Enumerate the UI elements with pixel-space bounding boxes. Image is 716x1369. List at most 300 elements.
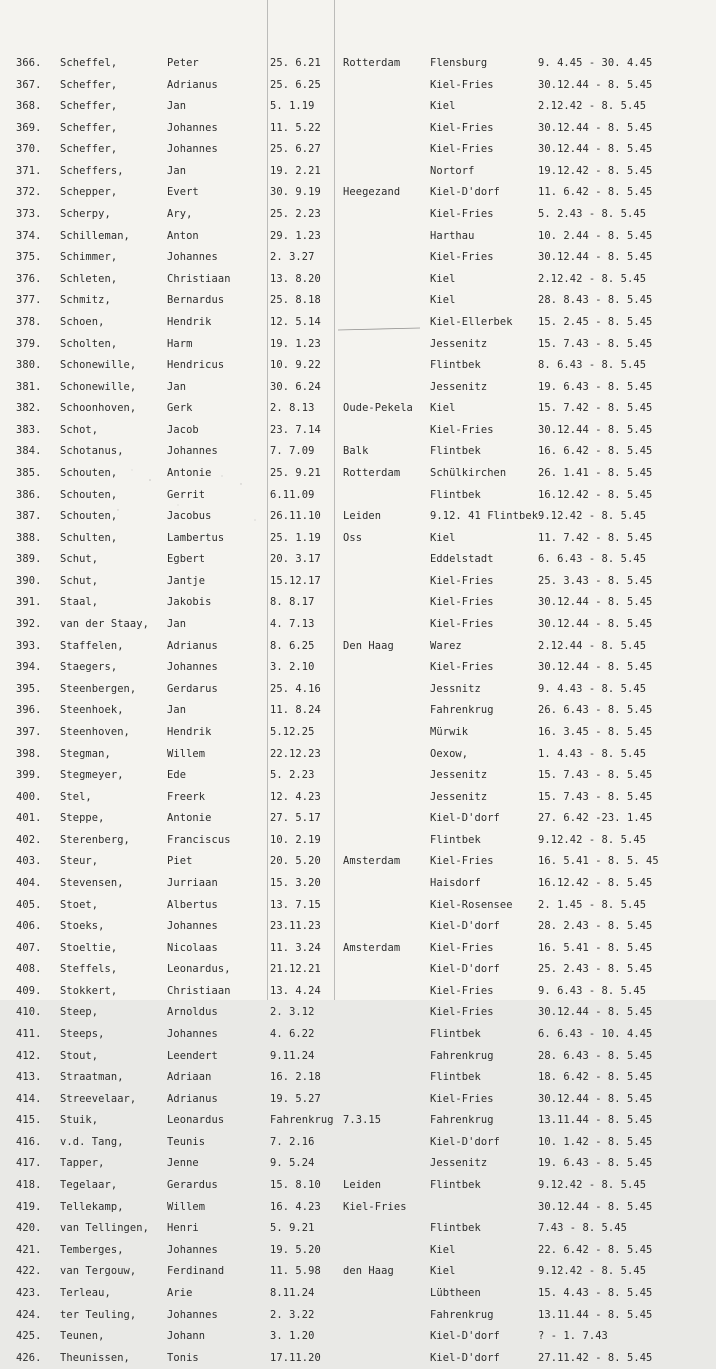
detention-period: 10. 2.44 - 8. 5.45 <box>538 229 653 242</box>
table-row <box>0 1002 716 1024</box>
birthplace: Leiden <box>343 1179 382 1192</box>
camp-location: Kiel-Fries <box>430 984 494 997</box>
table-row <box>0 1261 716 1283</box>
first-name: Gerardus <box>167 1179 218 1192</box>
table-row <box>0 1218 716 1240</box>
record-number: 387. <box>16 510 42 523</box>
birthplace: Balk <box>343 445 369 458</box>
detention-period: 30.12.44 - 8. 5.45 <box>538 423 653 436</box>
record-number: 373. <box>16 208 42 221</box>
first-name: Freerk <box>167 790 206 803</box>
record-number: 367. <box>16 78 42 91</box>
record-number: 404. <box>16 876 42 889</box>
record-number: 366. <box>16 57 42 69</box>
surname: Steenhoek, <box>60 704 124 717</box>
camp-location: Warez <box>430 639 462 652</box>
surname: Scherpy, <box>60 208 111 221</box>
camp-location: Flensburg <box>430 57 488 69</box>
surname: Sterenberg, <box>60 833 130 846</box>
table-row <box>0 722 716 744</box>
camp-location: Flintbek <box>430 1222 481 1235</box>
first-name: Peter <box>167 57 199 69</box>
birth-date: 15. 3.20 <box>270 876 321 889</box>
camp-location: Kiel-Fries <box>430 596 494 609</box>
table-row <box>0 204 716 226</box>
camp-location: Kiel-Fries <box>430 208 494 221</box>
birth-date: 25. 9.21 <box>270 466 321 479</box>
first-name: Johannes <box>167 1243 218 1256</box>
first-name: Evert <box>167 186 199 199</box>
surname: Tapper, <box>60 1157 105 1170</box>
first-name: Jacobus <box>167 510 212 523</box>
detention-period: 11. 6.42 - 8. 5.45 <box>538 186 653 199</box>
birth-date: 10. 2.19 <box>270 833 321 846</box>
surname: Staffelen, <box>60 639 124 652</box>
birth-date: 6.11.09 <box>270 488 315 501</box>
surname: Schouten, <box>60 466 118 479</box>
birth-date: 11. 8.24 <box>270 704 321 717</box>
detention-period: 9.12.42 - 8. 5.45 <box>538 833 647 846</box>
surname: Streevelaar, <box>60 1092 137 1105</box>
surname: Stoeltie, <box>60 941 118 954</box>
first-name: Johannes <box>167 251 218 264</box>
birth-date: 2. 8.13 <box>270 402 315 415</box>
birth-date: 15.12.17 <box>270 574 321 587</box>
birth-date: 3. 1.20 <box>270 1330 315 1343</box>
surname: Steppe, <box>60 812 105 825</box>
birth-date: 23.11.23 <box>270 920 321 933</box>
first-name: Johannes <box>167 1308 218 1321</box>
record-number: 380. <box>16 359 42 372</box>
table-row <box>0 485 716 507</box>
table-row <box>0 53 716 75</box>
first-name: Bernardus <box>167 294 225 307</box>
detention-period: 2.12.44 - 8. 5.45 <box>538 639 647 652</box>
record-number: 420. <box>16 1222 42 1235</box>
camp-location: Kiel-Fries <box>430 1006 494 1019</box>
table-row <box>0 873 716 895</box>
birth-date: 4. 6.22 <box>270 1028 315 1041</box>
record-number: 415. <box>16 1114 42 1127</box>
surname: Theunissen, <box>60 1351 130 1364</box>
detention-period: 6. 6.43 - 10. 4.45 <box>538 1028 653 1041</box>
record-number: 421. <box>16 1243 42 1256</box>
first-name: Jan <box>167 618 187 631</box>
record-number: 401. <box>16 812 42 825</box>
detention-period: 30.12.44 - 8. 5.45 <box>538 661 653 674</box>
table-row <box>0 463 716 485</box>
surname: Schleten, <box>60 272 118 285</box>
record-number: 397. <box>16 725 42 738</box>
first-name: Johannes <box>167 920 218 933</box>
birthplace: Heegezand <box>343 186 401 199</box>
camp-location: Flintbek <box>430 359 481 372</box>
camp-location: Kiel-Rosensee <box>430 898 513 911</box>
camp-location: Jessnitz <box>430 682 481 695</box>
record-number: 370. <box>16 143 42 156</box>
surname: Stoet, <box>60 898 99 911</box>
birthplace: den Haag <box>343 1265 394 1278</box>
detention-period: 9.12.42 - 8. 5.45 <box>538 1265 647 1278</box>
record-number: 381. <box>16 380 42 393</box>
camp-location: Mürwik <box>430 725 469 738</box>
surname: Schut, <box>60 553 99 566</box>
detention-period: 9. 6.43 - 8. 5.45 <box>538 984 647 997</box>
first-name: Gerk <box>167 402 193 415</box>
surname: Schotanus, <box>60 445 124 458</box>
table-row <box>0 1175 716 1197</box>
surname: van der Staay, <box>60 618 149 631</box>
first-name: Piet <box>167 855 193 868</box>
table-row <box>0 420 716 442</box>
camp-location: Flintbek <box>430 833 481 846</box>
surname: Steur, <box>60 855 99 868</box>
camp-location: Oexow, <box>430 747 469 760</box>
surname: Schulten, <box>60 531 118 544</box>
camp-location: Kiel-Fries <box>430 78 494 91</box>
surname: Steenbergen, <box>60 682 137 695</box>
birth-date: 5. 9.21 <box>270 1222 315 1235</box>
camp-location: Jessenitz <box>430 337 488 350</box>
first-name: Arnoldus <box>167 1006 218 1019</box>
record-number: 394. <box>16 661 42 674</box>
camp-location: Kiel-D'dorf <box>430 1330 500 1343</box>
camp-location: Kiel-D'dorf <box>430 1135 500 1148</box>
camp-location: Kiel <box>430 294 456 307</box>
birth-date: 8. 6.25 <box>270 639 315 652</box>
detention-period: 30.12.44 - 8. 5.45 <box>538 596 653 609</box>
surname: Schot, <box>60 423 99 436</box>
detention-period: 19. 6.43 - 8. 5.45 <box>538 1157 653 1170</box>
first-name: Antonie <box>167 466 212 479</box>
first-name: Jan <box>167 704 187 717</box>
birth-date: 19. 5.20 <box>270 1243 321 1256</box>
record-number: 374. <box>16 229 42 242</box>
first-name: Gerdarus <box>167 682 218 695</box>
record-number: 416. <box>16 1135 42 1148</box>
surname: van Tellingen, <box>60 1222 149 1235</box>
table-row <box>0 851 716 873</box>
birth-date: 17.11.20 <box>270 1351 321 1364</box>
first-name: Jacob <box>167 423 199 436</box>
table-row <box>0 118 716 140</box>
camp-location: Haisdorf <box>430 876 481 889</box>
camp-location: Kiel-D'dorf <box>430 812 500 825</box>
detention-period: 1. 4.43 - 8. 5.45 <box>538 747 647 760</box>
record-number: 403. <box>16 855 42 868</box>
camp-location: Kiel-Fries <box>430 121 494 134</box>
record-number: 406. <box>16 920 42 933</box>
table-row <box>0 700 716 722</box>
detention-period: 16.12.42 - 8. 5.45 <box>538 488 653 501</box>
table-row <box>0 916 716 938</box>
table-row <box>0 1240 716 1262</box>
camp-location: Kiel-D'dorf <box>430 1351 500 1364</box>
birth-date: 25. 6.25 <box>270 78 321 91</box>
record-number: 425. <box>16 1330 42 1343</box>
detention-period: 28. 6.43 - 8. 5.45 <box>538 1049 653 1062</box>
record-number: 379. <box>16 337 42 350</box>
table-row <box>0 614 716 636</box>
surname: Scheffel, <box>60 57 118 69</box>
detention-period: 9. 4.43 - 8. 5.45 <box>538 682 647 695</box>
detention-period: ? - 1. 7.43 <box>538 1330 608 1343</box>
detention-period: 16.12.42 - 8. 5.45 <box>538 876 653 889</box>
table-row <box>0 1153 716 1175</box>
detention-period: 16. 3.45 - 8. 5.45 <box>538 725 653 738</box>
surname: Tellekamp, <box>60 1200 124 1213</box>
camp-location: Flintbek <box>430 1028 481 1041</box>
table-row <box>0 75 716 97</box>
detention-period: 15. 2.45 - 8. 5.45 <box>538 315 653 328</box>
birth-date: 2. 3.12 <box>270 1006 315 1019</box>
detention-period: 5. 2.43 - 8. 5.45 <box>538 208 647 221</box>
birth-date: 16. 4.23 <box>270 1200 321 1213</box>
detention-period: 9.12.42 - 8. 5.45 <box>538 510 647 523</box>
camp-location: Flintbek <box>430 1179 481 1192</box>
detention-period: 25. 3.43 - 8. 5.45 <box>538 574 653 587</box>
birth-date: 7. 7.09 <box>270 445 315 458</box>
first-name: Antonie <box>167 812 212 825</box>
first-name: Lambertus <box>167 531 225 544</box>
camp-location: Jessenitz <box>430 380 488 393</box>
first-name: Christiaan <box>167 272 231 285</box>
camp-location: Jessenitz <box>430 790 488 803</box>
record-number: 391. <box>16 596 42 609</box>
detention-period: 30.12.44 - 8. 5.45 <box>538 1006 653 1019</box>
record-number: 399. <box>16 769 42 782</box>
surname: Stout, <box>60 1049 99 1062</box>
table-row <box>0 355 716 377</box>
first-name: Franciscus <box>167 833 231 846</box>
surname: Steenhoven, <box>60 725 130 738</box>
table-row <box>0 226 716 248</box>
surname: Stegman, <box>60 747 111 760</box>
first-name: Johannes <box>167 121 218 134</box>
first-name: Ede <box>167 769 187 782</box>
record-number: 409. <box>16 984 42 997</box>
table-row <box>0 657 716 679</box>
birth-date: 5. 2.23 <box>270 769 315 782</box>
camp-location: Kiel <box>430 1265 456 1278</box>
first-name: Gerrit <box>167 488 206 501</box>
birthplace: Den Haag <box>343 639 394 652</box>
table-row <box>0 441 716 463</box>
record-number: 417. <box>16 1157 42 1170</box>
table-row <box>0 744 716 766</box>
table-row <box>0 679 716 701</box>
surname: Staal, <box>60 596 99 609</box>
surname: ter Teuling, <box>60 1308 137 1321</box>
birth-date: 2. 3.27 <box>270 251 315 264</box>
record-number: 400. <box>16 790 42 803</box>
record-number: 382. <box>16 402 42 415</box>
record-number: 386. <box>16 488 42 501</box>
table-row <box>0 528 716 550</box>
table-row <box>0 1326 716 1348</box>
table-row <box>0 182 716 204</box>
first-name: Jan <box>167 380 187 393</box>
first-name: Leendert <box>167 1049 218 1062</box>
first-name: Willem <box>167 1200 206 1213</box>
table-row <box>0 808 716 830</box>
record-number: 395. <box>16 682 42 695</box>
table-row <box>0 1283 716 1305</box>
table-row <box>0 377 716 399</box>
camp-location: Eddelstadt <box>430 553 494 566</box>
birth-date: 30. 9.19 <box>270 186 321 199</box>
detention-period: 30.12.44 - 8. 5.45 <box>538 1200 653 1213</box>
first-name: Hendrik <box>167 725 212 738</box>
surname: Staegers, <box>60 661 118 674</box>
camp-location: Kiel <box>430 100 456 113</box>
first-name: Christiaan <box>167 984 231 997</box>
camp-location: Fahrenkrug <box>430 1308 494 1321</box>
table-row <box>0 1197 716 1219</box>
record-number: 376. <box>16 272 42 285</box>
table-row <box>0 1046 716 1068</box>
first-name: Jakobis <box>167 596 212 609</box>
birth-date: 4. 7.13 <box>270 618 315 631</box>
detention-period: 18. 6.42 - 8. 5.45 <box>538 1071 653 1084</box>
table-row <box>0 1067 716 1089</box>
record-number: 419. <box>16 1200 42 1213</box>
first-name: Jan <box>167 164 187 177</box>
record-number: 385. <box>16 466 42 479</box>
record-number: 422. <box>16 1265 42 1278</box>
first-name: Johannes <box>167 1028 218 1041</box>
camp-location: Flintbek <box>430 445 481 458</box>
detention-period: 16. 5.41 - 8. 5.45 <box>538 941 653 954</box>
record-number: 405. <box>16 898 42 911</box>
first-name: Hendricus <box>167 359 225 372</box>
birth-date: 19. 5.27 <box>270 1092 321 1105</box>
surname: Schonewille, <box>60 359 137 372</box>
table-row <box>0 96 716 118</box>
first-name: Egbert <box>167 553 206 566</box>
table-row <box>0 1305 716 1327</box>
table-row <box>0 830 716 852</box>
record-number: 410. <box>16 1006 42 1019</box>
camp-location: Kiel-D'dorf <box>430 963 500 976</box>
record-number: 375. <box>16 251 42 264</box>
first-name: Leonardus, <box>167 963 231 976</box>
birth-date: 11. 3.24 <box>270 941 321 954</box>
birth-date: 13. 4.24 <box>270 984 321 997</box>
surname: Schut, <box>60 574 99 587</box>
table-row <box>0 506 716 528</box>
surname: Schepper, <box>60 186 118 199</box>
birth-date: 21.12.21 <box>270 963 321 976</box>
surname: Schmitz, <box>60 294 111 307</box>
camp-location: 9.12. 41 Flintbek <box>430 510 539 523</box>
detention-period: 27.11.42 - 8. 5.45 <box>538 1351 653 1364</box>
birthplace: Amsterdam <box>343 941 401 954</box>
table-row <box>0 1132 716 1154</box>
detention-period: 25. 2.43 - 8. 5.45 <box>538 963 653 976</box>
record-number: 369. <box>16 121 42 134</box>
surname: Stuik, <box>60 1114 99 1127</box>
birthplace: Rotterdam <box>343 466 401 479</box>
camp-location: Kiel-Fries <box>430 661 494 674</box>
surname: Terleau, <box>60 1286 111 1299</box>
birthplace: Leiden <box>343 510 382 523</box>
birth-date: 19. 2.21 <box>270 164 321 177</box>
camp-location: Kiel-D'dorf <box>430 920 500 933</box>
record-number: 408. <box>16 963 42 976</box>
camp-location: Schülkirchen <box>430 466 507 479</box>
first-name: Jantje <box>167 574 206 587</box>
table-row <box>0 959 716 981</box>
camp-location: Fahrenkrug <box>430 1049 494 1062</box>
detention-period: 30.12.44 - 8. 5.45 <box>538 251 653 264</box>
table-row <box>0 1348 716 1369</box>
first-name: Adrianus <box>167 639 218 652</box>
detention-period: 26. 1.41 - 8. 5.45 <box>538 466 653 479</box>
camp-location: Kiel-Ellerbek <box>430 315 513 328</box>
detention-period: 30.12.44 - 8. 5.45 <box>538 618 653 631</box>
birth-date: 11. 5.98 <box>270 1265 321 1278</box>
table-row <box>0 636 716 658</box>
first-name: Arie <box>167 1286 193 1299</box>
camp-location: Fahrenkrug <box>430 1114 494 1127</box>
camp-location: Kiel <box>430 531 456 544</box>
surname: Scholten, <box>60 337 118 350</box>
surname: Schouten, <box>60 488 118 501</box>
detention-period: 6. 6.43 - 8. 5.45 <box>538 553 647 566</box>
birth-date: 13. 8.20 <box>270 272 321 285</box>
detention-period: 30.12.44 - 8. 5.45 <box>538 1092 653 1105</box>
birth-date: Fahrenkrug <box>270 1114 334 1127</box>
record-number: 396. <box>16 704 42 717</box>
birth-date: 30. 6.24 <box>270 380 321 393</box>
table-row <box>0 139 716 161</box>
first-name: Henri <box>167 1222 199 1235</box>
birth-date: 8.11.24 <box>270 1286 315 1299</box>
detention-period: 28. 2.43 - 8. 5.45 <box>538 920 653 933</box>
birth-date: 5. 1.19 <box>270 100 315 113</box>
detention-period: 19. 6.43 - 8. 5.45 <box>538 380 653 393</box>
surname: Temberges, <box>60 1243 124 1256</box>
first-name: Adriaan <box>167 1071 212 1084</box>
surname: Scheffer, <box>60 143 118 156</box>
detention-period: 2. 1.45 - 8. 5.45 <box>538 898 647 911</box>
camp-location: Jessenitz <box>430 1157 488 1170</box>
first-name: Jurriaan <box>167 876 218 889</box>
birth-date: 29. 1.23 <box>270 229 321 242</box>
birth-date: 2. 3.22 <box>270 1308 315 1321</box>
detention-period: 22. 6.42 - 8. 5.45 <box>538 1243 653 1256</box>
surname: Schouten, <box>60 510 118 523</box>
camp-location: Kiel-Fries <box>430 574 494 587</box>
table-row <box>0 938 716 960</box>
camp-location: Nortorf <box>430 164 475 177</box>
surname: Scheffer, <box>60 78 118 91</box>
surname: Schonewille, <box>60 380 137 393</box>
camp-location: Kiel-D'dorf <box>430 186 500 199</box>
birth-date: 25. 8.18 <box>270 294 321 307</box>
record-number: 423. <box>16 1286 42 1299</box>
record-number: 378. <box>16 315 42 328</box>
detention-period: 8. 6.43 - 8. 5.45 <box>538 359 647 372</box>
camp-location: Fahrenkrug <box>430 704 494 717</box>
birth-date: 8. 8.17 <box>270 596 315 609</box>
detention-period: 15. 7.43 - 8. 5.45 <box>538 337 653 350</box>
surname: Steffels, <box>60 963 118 976</box>
surname: Stokkert, <box>60 984 118 997</box>
surname: Teunen, <box>60 1330 105 1343</box>
camp-location: Kiel-Fries <box>430 143 494 156</box>
